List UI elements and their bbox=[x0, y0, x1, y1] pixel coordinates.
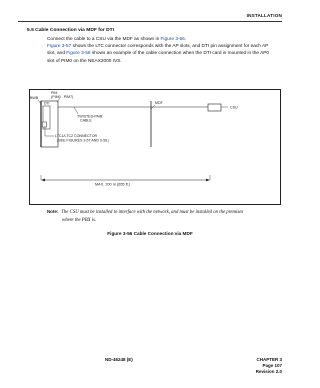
body-text: slot, and bbox=[47, 51, 67, 57]
ltc-connector bbox=[43, 122, 47, 127]
twisted-pair-label: TWISTED-PAIR bbox=[77, 114, 103, 119]
body-text: shows an example of the cable connection when the DTI card is mounted in the AP0 bbox=[90, 51, 270, 57]
body-text: . bbox=[184, 37, 187, 42]
figure-link[interactable]: Figure 3-57 bbox=[47, 44, 72, 50]
body-line-2 bbox=[47, 43, 279, 50]
diagram-svg bbox=[30, 90, 280, 204]
arrowhead-left bbox=[41, 179, 45, 182]
note-line-1 bbox=[47, 209, 279, 217]
body-text: Connect the cable to a CSU via the MDF as shown in bbox=[47, 37, 161, 42]
footer-chapter: CHAPTER 3 bbox=[256, 357, 282, 362]
figure-caption: Figure 3-56 Cable Connection via MDF bbox=[107, 231, 193, 236]
mdf-label: MDF bbox=[155, 101, 163, 105]
max-distance-label: MAX. 200 m (655 ft.) bbox=[95, 182, 131, 187]
figure-link[interactable]: Figure 3-56 bbox=[160, 37, 185, 42]
csu-unit bbox=[208, 104, 221, 111]
body-line-3 bbox=[47, 50, 279, 57]
cable-connection-diagram bbox=[29, 89, 281, 205]
bwb-label: BWB bbox=[30, 96, 39, 100]
ltc-connector-label: LTC1/LTC2 CONNECTOR bbox=[55, 134, 98, 139]
pim-label: PIM bbox=[51, 90, 58, 95]
note-text: where the PBX is. bbox=[62, 217, 97, 223]
twisted-pair-leader bbox=[74, 107, 78, 114]
note-line-2 bbox=[47, 217, 279, 225]
footer-page-number: Page 107 bbox=[262, 362, 282, 368]
body-line-1 bbox=[47, 36, 279, 43]
note-label: Note: bbox=[47, 209, 59, 214]
document-id: ND-46248 (E) bbox=[105, 357, 133, 362]
ltc-connector-ref: (SEE FIGURES 3-57 AND 3-58.) bbox=[57, 138, 110, 143]
figure-link[interactable]: Figure 3-58 bbox=[66, 51, 91, 57]
note-block bbox=[47, 209, 279, 224]
section-title: 5.5 Cable Connection via MDF for DTI bbox=[27, 28, 114, 33]
dti-label: DTI bbox=[44, 101, 50, 106]
body-text: shows the LTC connector corresponds with the AP slots, and DTI pin assignment for each AP bbox=[71, 44, 269, 50]
twisted-pair-label-2: CABLE bbox=[80, 118, 92, 123]
footer-revision: Revision 2.0 bbox=[255, 368, 282, 374]
csu-label: CSU bbox=[230, 105, 238, 110]
body-text: slot of PIM0 on the NEAX2000 IVS. bbox=[47, 58, 122, 64]
pim-range-label: (PIM0 - PIM7) bbox=[51, 95, 74, 99]
note-text: The CSU must be installed to interface with the network, and must be installed on the premises bbox=[61, 210, 244, 215]
body-line-4 bbox=[47, 58, 279, 65]
header-rule bbox=[18, 21, 282, 22]
ltc-leader bbox=[45, 127, 54, 136]
arrowhead-right bbox=[206, 179, 210, 182]
body-paragraph bbox=[47, 36, 279, 65]
chapter-heading: INSTALLATION bbox=[246, 13, 282, 18]
footer-page-info bbox=[256, 357, 282, 374]
